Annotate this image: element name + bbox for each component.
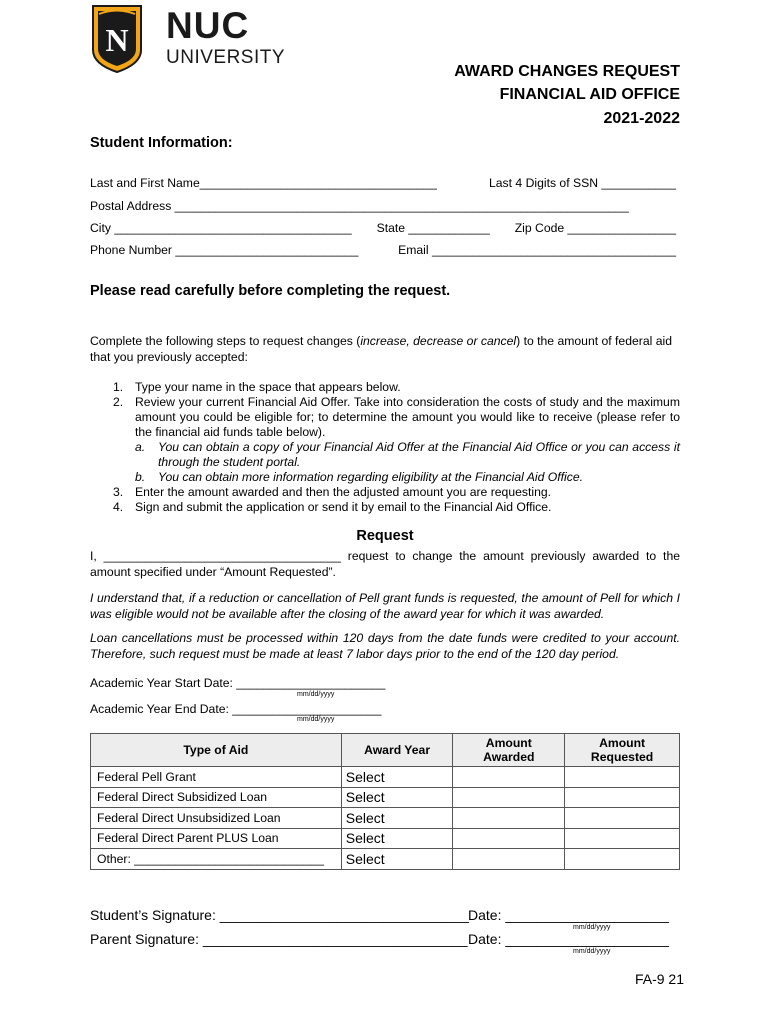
parent-signature-field[interactable]: Parent Signature: __________________________________ [90, 931, 468, 947]
amount-requested-input[interactable] [565, 767, 680, 788]
table-header-row [91, 734, 680, 767]
svg-text:N: N [105, 22, 129, 58]
award-year-select[interactable]: Select [341, 808, 453, 829]
parent-signature-date-field[interactable]: Date: _____________________ [468, 931, 669, 947]
aid-type-cell: Federal Direct Subsidized Loan [91, 787, 342, 808]
award-year-select[interactable]: Select [341, 828, 453, 849]
step-item: 1. Type your name in the space that appears below. [113, 380, 401, 394]
col-amount-awarded: Amount Awarded [453, 734, 565, 767]
amount-awarded-input[interactable] [453, 808, 565, 829]
aid-type-cell: Federal Direct Unsubsidized Loan [91, 808, 342, 829]
col-award-year: Award Year [341, 734, 453, 767]
request-heading: Request [356, 528, 414, 544]
step-item: 3. Enter the amount awarded and then the adjusted amount you are requesting. [113, 485, 552, 499]
date-format-hint: mm/dd/yyyy [297, 716, 335, 723]
amount-awarded-input[interactable] [453, 787, 565, 808]
request-statement[interactable]: I, ___________________________________ request to change the amount previously awarded to the amount specified under “Amount Requested”. [90, 549, 680, 579]
table-row [91, 808, 680, 829]
amount-requested-input[interactable] [565, 828, 680, 849]
col-type-of-aid: Type of Aid [91, 734, 342, 767]
pell-notice: I understand that, if a reduction or cancellation of Pell grant funds is requested, the amount of Pell for which I was eligible would not be available after the closing of the award year for which it was awarded. [90, 591, 680, 621]
aid-table [90, 733, 680, 870]
academic-year-end-field[interactable]: Academic Year End Date: ______________________ [90, 702, 382, 716]
student-signature-date-field[interactable]: Date: _____________________ [468, 907, 669, 923]
phone-field[interactable]: Phone Number ___________________________ [90, 243, 359, 257]
zip-field[interactable]: Zip Code ________________ [514, 221, 676, 235]
postal-address-field[interactable]: Postal Address ___________________________________________________________________ [90, 199, 629, 213]
award-year-select[interactable]: Select [341, 787, 453, 808]
aid-type-cell: Federal Direct Parent PLUS Loan [91, 828, 342, 849]
amount-awarded-input[interactable] [453, 767, 565, 788]
university-emblem [91, 4, 143, 74]
loan-notice: Loan cancellations must be processed within 120 days from the date funds were credited to your account. Therefore, such request must be made at least 7 labor days prior to the end of the 120 day period. [90, 631, 680, 661]
form-title: AWARD CHANGES REQUEST [454, 63, 680, 80]
amount-awarded-input[interactable] [453, 849, 565, 870]
step-subitem: b. You can obtain more information regarding eligibility at the Financial Aid Office. [135, 470, 583, 484]
table-row [91, 828, 680, 849]
step-subitem: a. You can obtain a copy of your Financial Aid Offer at the Financial Aid Office or you can access it through the student portal. [135, 440, 680, 469]
office-name: FINANCIAL AID OFFICE [499, 86, 680, 103]
steps-list [113, 380, 680, 515]
aid-type-cell: Federal Pell Grant [91, 767, 342, 788]
instructions-intro: Complete the following steps to request changes (increase, decrease or cancel) to the amount of federal aid that you previously accepted: [90, 334, 672, 364]
date-format-hint: mm/dd/yyyy [573, 948, 611, 955]
instructions-heading: Please read carefully before completing the request. [90, 283, 451, 299]
logo-wordmark-university: UNIVERSITY [166, 47, 286, 68]
aid-type-other-input[interactable]: Other: ____________________________ [91, 849, 342, 870]
step-item: 2. Review your current Financial Aid Offer. Take into consideration the costs of study and the maximum amount you could be eligible for; to determine the amount you would like to receive (please refer to the financial aid funds table below). [113, 395, 680, 439]
city-field[interactable]: City ___________________________________ [90, 221, 352, 235]
col-amount-requested: Amount Requested [565, 734, 680, 767]
amount-requested-input[interactable] [565, 787, 680, 808]
form-code: FA-9 21 [634, 971, 684, 987]
award-year-select[interactable]: Select [341, 767, 453, 788]
amount-requested-input[interactable] [565, 808, 680, 829]
academic-year-start-field[interactable]: Academic Year Start Date: ______________________ [90, 676, 386, 690]
ssn-field[interactable]: Last 4 Digits of SSN ___________ [488, 176, 676, 190]
academic-year: 2021-2022 [603, 110, 680, 127]
state-field[interactable]: State ____________ [376, 221, 490, 235]
table-row [91, 849, 680, 870]
step-item: 4. Sign and submit the application or send it by email to the Financial Aid Office. [113, 500, 552, 514]
email-field[interactable]: Email ____________________________________ [398, 243, 676, 257]
student-signature-field[interactable]: Student’s Signature: ________________________________ [90, 907, 469, 923]
name-field[interactable]: Last and First Name___________________________________ [90, 176, 437, 190]
table-row [91, 787, 680, 808]
student-info-heading: Student Information: [90, 135, 233, 151]
date-format-hint: mm/dd/yyyy [297, 691, 335, 698]
amount-awarded-input[interactable] [453, 828, 565, 849]
amount-requested-input[interactable] [565, 849, 680, 870]
award-year-select[interactable]: Select [341, 849, 453, 870]
date-format-hint: mm/dd/yyyy [573, 924, 611, 931]
logo-wordmark-nuc: NUC [166, 5, 250, 46]
table-row [91, 767, 680, 788]
